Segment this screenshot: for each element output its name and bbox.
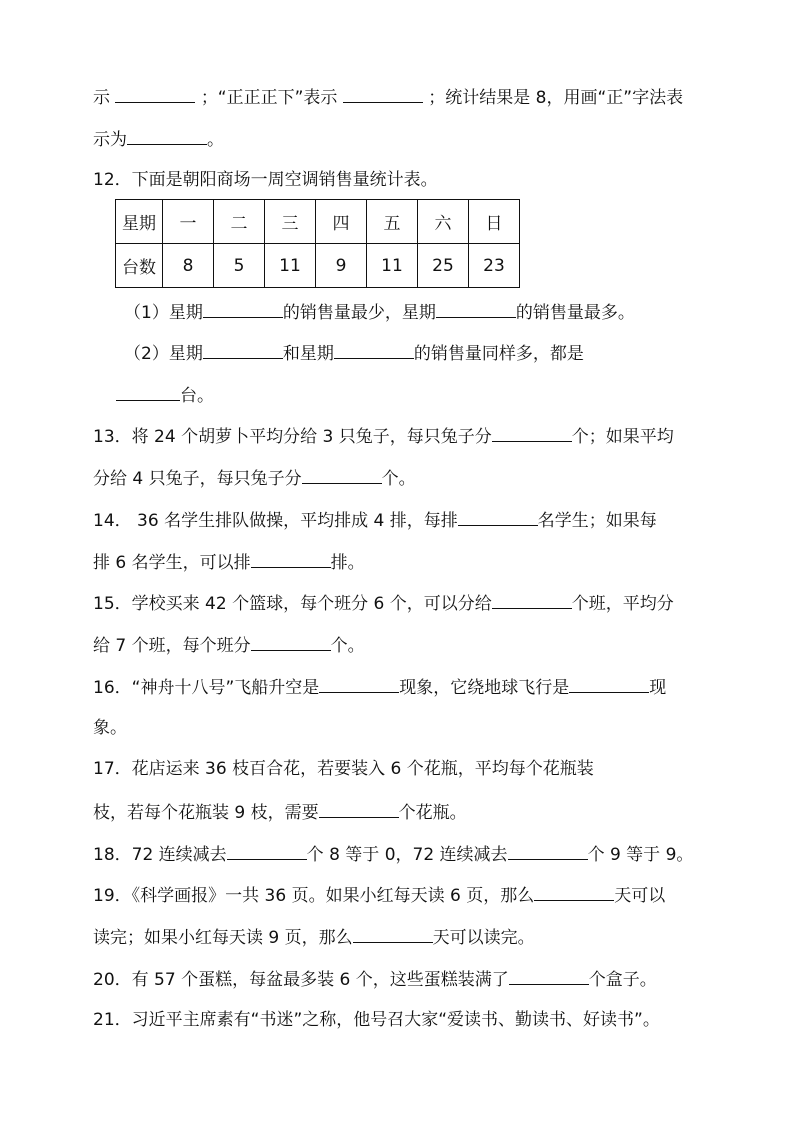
question-19-line-2: 读完；如果小红每天读 9 页，那么 天可以读完。 (93, 928, 535, 948)
question-14-line-2: 排 6 名学生，可以排 排。 (93, 553, 365, 573)
question-15-line-2: 给 7 个班，每个班分 个。 (93, 636, 365, 656)
question-15-line-1: 15．学校买来 42 个篮球，每个班分 6 个，可以分给 个班，平均分 (93, 594, 674, 614)
answer-blank[interactable] (492, 425, 572, 442)
answer-blank[interactable] (251, 634, 331, 651)
table-cell: 三 (265, 200, 316, 244)
table-row-label: 台数 (116, 244, 163, 288)
answer-blank[interactable] (334, 342, 414, 359)
question-16-line-1: 16．“神舟十八号”飞船升空是 现象，它绕地球飞行是 现 (93, 678, 667, 698)
question-13-line-2: 分给 4 只兔子，每只兔子分 个。 (93, 469, 416, 489)
answer-blank[interactable] (203, 342, 283, 359)
table-header-label: 星期 (116, 200, 163, 244)
table-cell: 9 (316, 244, 367, 288)
answer-blank[interactable] (319, 801, 399, 818)
answer-blank[interactable] (116, 384, 180, 401)
table-cell: 一 (163, 200, 214, 244)
question-18: 18．72 连续减去 个 8 等于 0，72 连续减去 个 9 等于 9。 (93, 845, 694, 865)
answer-blank[interactable] (436, 301, 516, 318)
question-11-line-2: 示为 。 (93, 130, 224, 150)
question-12-sub-1: （1）星期 的销售量最少，星期 的销售量最多。 (124, 303, 635, 323)
answer-blank[interactable] (492, 592, 572, 609)
table-cell: 日 (469, 200, 520, 244)
question-12-title: 12．下面是朝阳商场一周空调销售量统计表。 (93, 170, 438, 190)
table-cell: 二 (214, 200, 265, 244)
question-16-line-2: 象。 (93, 718, 127, 738)
answer-blank[interactable] (115, 86, 195, 103)
answer-blank[interactable] (227, 843, 307, 860)
table-cell: 11 (265, 244, 316, 288)
table-cell: 5 (214, 244, 265, 288)
answer-blank[interactable] (127, 128, 207, 145)
answer-blank[interactable] (458, 509, 538, 526)
answer-blank[interactable] (569, 676, 649, 693)
answer-blank[interactable] (343, 86, 423, 103)
answer-blank[interactable] (353, 926, 433, 943)
table-cell: 25 (418, 244, 469, 288)
table-cell: 四 (316, 200, 367, 244)
answer-blank[interactable] (534, 884, 614, 901)
answer-blank[interactable] (203, 301, 283, 318)
table-cell: 8 (163, 244, 214, 288)
table-row (116, 200, 520, 244)
question-17-line-2: 枝，若每个花瓶装 9 枝，需要 个花瓶。 (93, 803, 467, 823)
table-cell: 23 (469, 244, 520, 288)
sales-table (115, 199, 520, 288)
question-20: 20．有 57 个蛋糕，每盆最多装 6 个，这些蛋糕装满了 个盒子。 (93, 970, 657, 990)
question-19-line-1: 19．《科学画报》一共 36 页。如果小红每天读 6 页，那么 天可以 (93, 886, 666, 906)
table-row (116, 244, 520, 288)
answer-blank[interactable] (319, 676, 399, 693)
question-21: 21．习近平主席素有“书迷”之称，他号召大家“爱读书、勤读书、好读书”。 (93, 1010, 660, 1030)
table-cell: 五 (367, 200, 418, 244)
question-12-sub-2-cont: 台。 (116, 384, 214, 406)
table-cell: 11 (367, 244, 418, 288)
answer-blank[interactable] (509, 968, 589, 985)
question-11-line-1: 示 ；“正正正下”表示 ；统计结果是 8，用画“正”字法表 (93, 88, 684, 108)
answer-blank[interactable] (302, 467, 382, 484)
question-13-line-1: 13．将 24 个胡萝卜平均分给 3 只兔子，每只兔子分 个；如果平均 (93, 427, 674, 447)
answer-blank[interactable] (251, 551, 331, 568)
question-17-line-1: 17．花店运来 36 枝百合花，若要装入 6 个花瓶，平均每个花瓶装 (93, 759, 594, 779)
question-14-line-1: 14． 36 名学生排队做操，平均排成 4 排，每排 名学生；如果每 (93, 511, 657, 531)
question-12-sub-2: （2）星期 和星期 的销售量同样多，都是 (124, 344, 584, 364)
answer-blank[interactable] (508, 843, 588, 860)
table-cell: 六 (418, 200, 469, 244)
